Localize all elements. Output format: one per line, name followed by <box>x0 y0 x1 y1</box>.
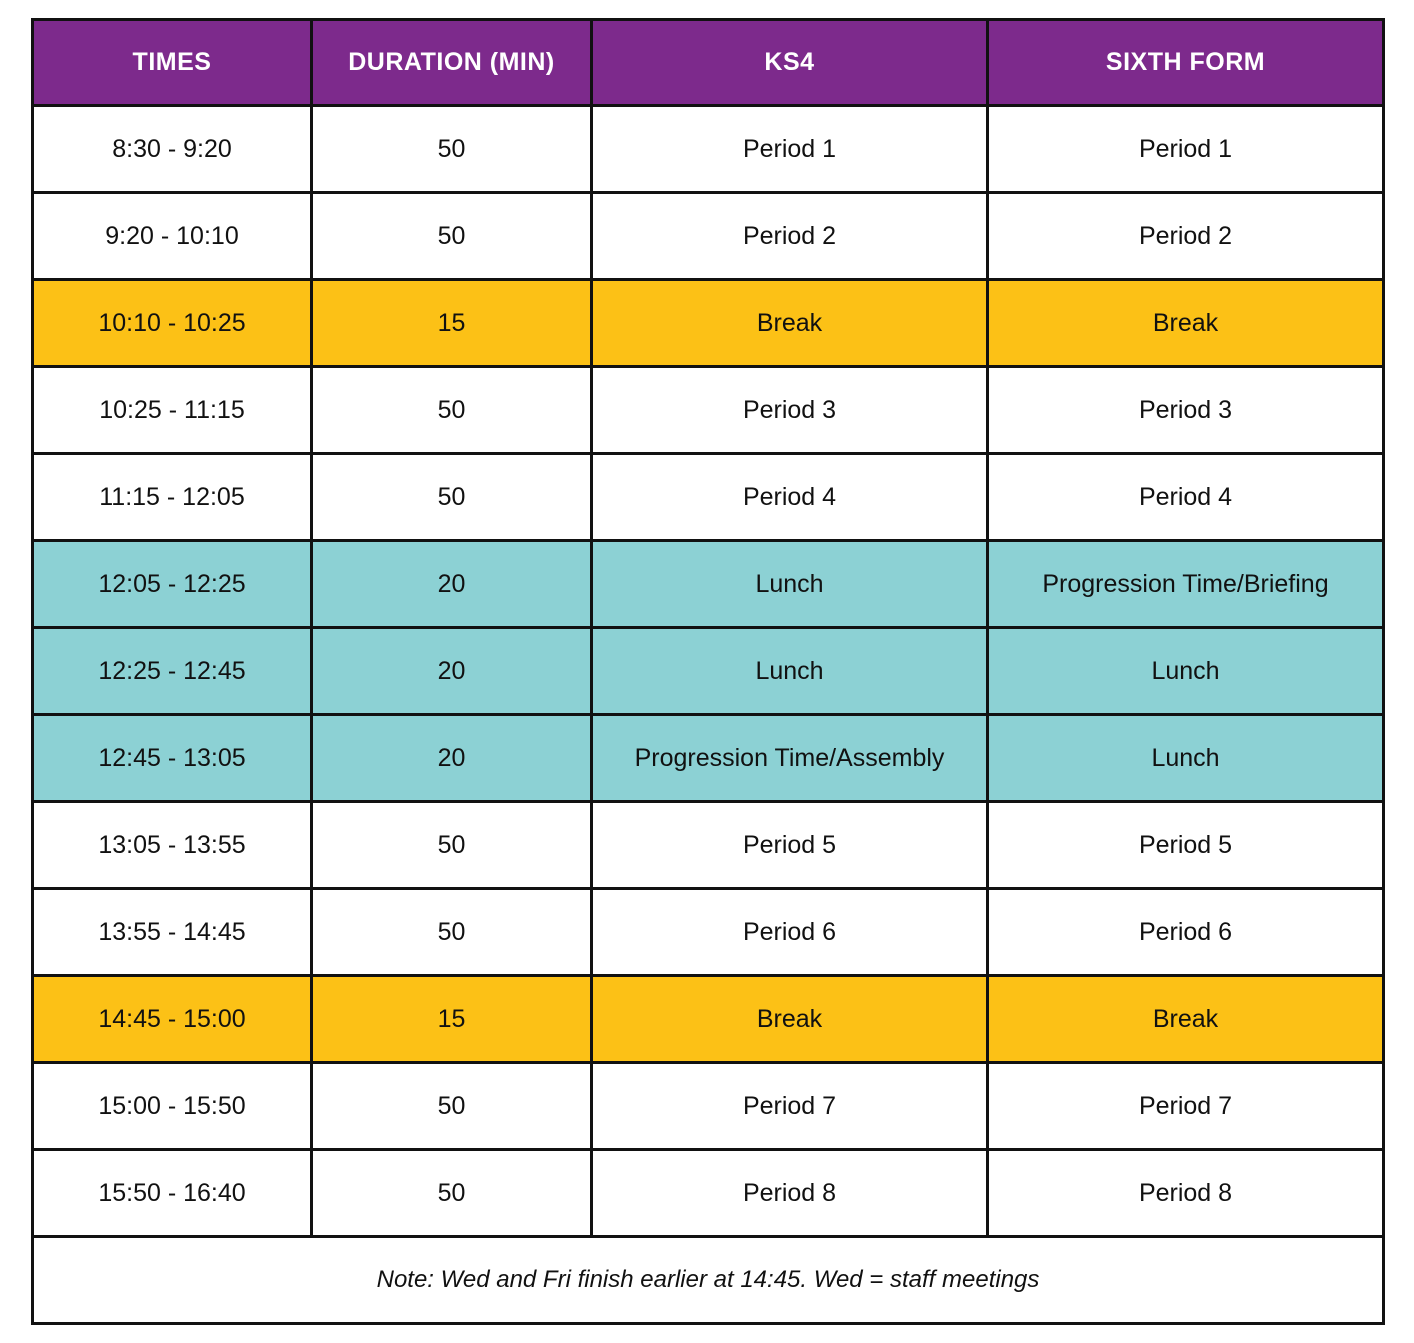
table-row <box>33 106 1384 193</box>
cell-sixth-form: Lunch <box>988 715 1384 802</box>
cell-time: 12:05 - 12:25 <box>33 541 312 628</box>
table-body <box>33 106 1384 1237</box>
cell-ks4: Period 6 <box>592 889 988 976</box>
cell-time: 9:20 - 10:10 <box>33 193 312 280</box>
cell-time: 12:45 - 13:05 <box>33 715 312 802</box>
cell-sixth-form: Break <box>988 976 1384 1063</box>
cell-time: 10:25 - 11:15 <box>33 367 312 454</box>
cell-ks4: Progression Time/Assembly <box>592 715 988 802</box>
cell-duration: 50 <box>312 802 592 889</box>
cell-duration: 50 <box>312 454 592 541</box>
cell-duration: 50 <box>312 889 592 976</box>
cell-ks4: Period 7 <box>592 1063 988 1150</box>
cell-ks4: Break <box>592 976 988 1063</box>
cell-time: 8:30 - 9:20 <box>33 106 312 193</box>
cell-duration: 20 <box>312 715 592 802</box>
cell-ks4: Lunch <box>592 628 988 715</box>
cell-sixth-form: Break <box>988 280 1384 367</box>
cell-ks4: Period 8 <box>592 1150 988 1237</box>
table-row <box>33 1150 1384 1237</box>
cell-time: 15:00 - 15:50 <box>33 1063 312 1150</box>
table-row <box>33 628 1384 715</box>
header-duration: DURATION (MIN) <box>312 20 592 106</box>
table-row <box>33 193 1384 280</box>
cell-sixth-form: Period 5 <box>988 802 1384 889</box>
cell-sixth-form: Period 6 <box>988 889 1384 976</box>
header-ks4: KS4 <box>592 20 988 106</box>
cell-sixth-form: Progression Time/Briefing <box>988 541 1384 628</box>
cell-ks4: Period 4 <box>592 454 988 541</box>
cell-time: 13:05 - 13:55 <box>33 802 312 889</box>
cell-duration: 50 <box>312 367 592 454</box>
table-row <box>33 454 1384 541</box>
cell-duration: 20 <box>312 541 592 628</box>
cell-sixth-form: Lunch <box>988 628 1384 715</box>
timetable <box>31 18 1385 1325</box>
table-row <box>33 280 1384 367</box>
table-row <box>33 976 1384 1063</box>
cell-sixth-form: Period 1 <box>988 106 1384 193</box>
table-row <box>33 367 1384 454</box>
cell-ks4: Period 3 <box>592 367 988 454</box>
cell-duration: 50 <box>312 1063 592 1150</box>
cell-sixth-form: Period 4 <box>988 454 1384 541</box>
table-row <box>33 1063 1384 1150</box>
cell-duration: 50 <box>312 106 592 193</box>
cell-duration: 15 <box>312 976 592 1063</box>
cell-time: 14:45 - 15:00 <box>33 976 312 1063</box>
cell-ks4: Period 1 <box>592 106 988 193</box>
table-row <box>33 889 1384 976</box>
cell-ks4: Period 5 <box>592 802 988 889</box>
cell-sixth-form: Period 8 <box>988 1150 1384 1237</box>
cell-duration: 15 <box>312 280 592 367</box>
header-times: TIMES <box>33 20 312 106</box>
cell-duration: 50 <box>312 1150 592 1237</box>
header-row <box>33 20 1384 106</box>
note-text: Note: Wed and Fri finish earlier at 14:45. Wed = staff meetings <box>33 1237 1384 1324</box>
cell-time: 13:55 - 14:45 <box>33 889 312 976</box>
table-header <box>33 20 1384 106</box>
header-sixth-form: SIXTH FORM <box>988 20 1384 106</box>
table-row <box>33 802 1384 889</box>
table-footer <box>33 1237 1384 1324</box>
cell-ks4: Lunch <box>592 541 988 628</box>
cell-ks4: Break <box>592 280 988 367</box>
cell-sixth-form: Period 3 <box>988 367 1384 454</box>
cell-sixth-form: Period 7 <box>988 1063 1384 1150</box>
cell-duration: 20 <box>312 628 592 715</box>
cell-time: 12:25 - 12:45 <box>33 628 312 715</box>
cell-time: 11:15 - 12:05 <box>33 454 312 541</box>
cell-sixth-form: Period 2 <box>988 193 1384 280</box>
cell-ks4: Period 2 <box>592 193 988 280</box>
cell-duration: 50 <box>312 193 592 280</box>
cell-time: 15:50 - 16:40 <box>33 1150 312 1237</box>
table-row <box>33 715 1384 802</box>
note-row <box>33 1237 1384 1324</box>
cell-time: 10:10 - 10:25 <box>33 280 312 367</box>
table-row <box>33 541 1384 628</box>
